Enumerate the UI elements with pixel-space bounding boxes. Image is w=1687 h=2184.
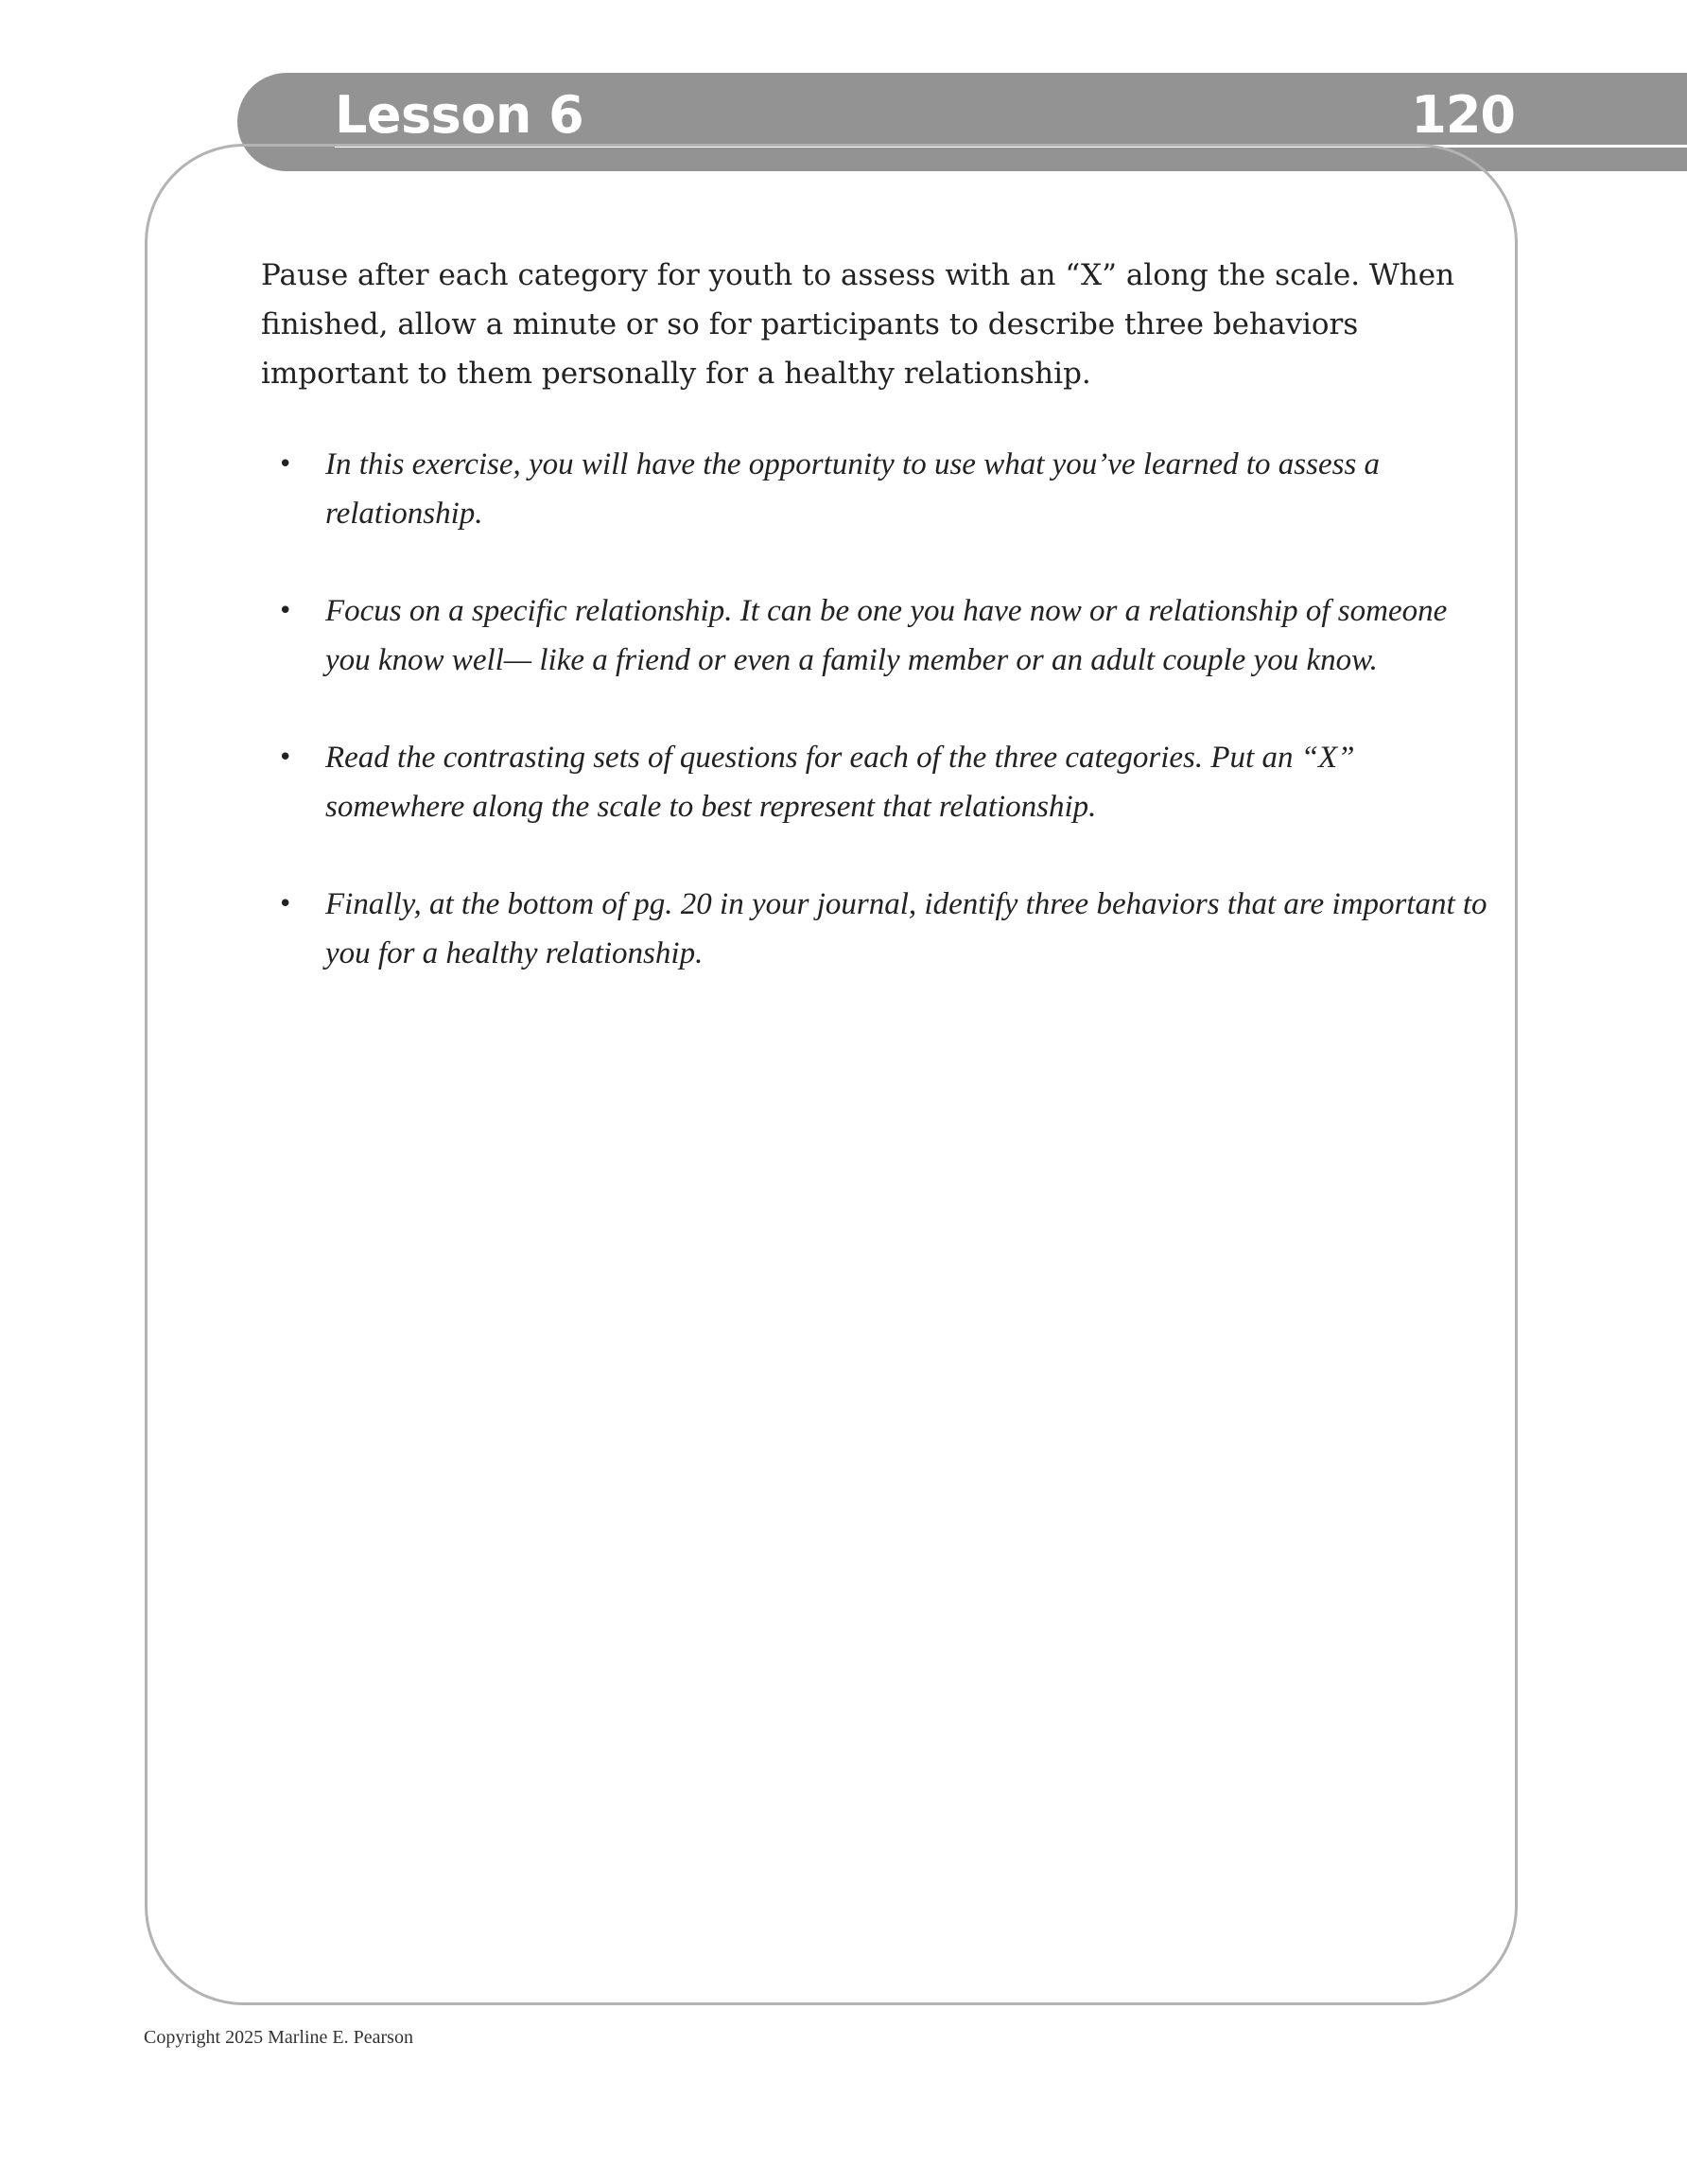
list-item-text: Read the contrasting sets of questions for each of the three categories. Put an “X” somewhere along the scale to best represent that relationship. xyxy=(325,741,1355,824)
intro-paragraph: Pause after each category for youth to assess with an “X” along the scale. When finished, allow a minute or so for participants to describe three behaviors important to them personally for a healthy relationship. xyxy=(261,258,1455,391)
bullet-icon: • xyxy=(278,450,293,479)
instruction-list xyxy=(261,440,1490,1026)
copyright-notice: Copyright 2025 Marline E. Pearson xyxy=(144,2027,413,2048)
list-item xyxy=(261,733,1490,831)
page-number: 120 xyxy=(1411,85,1515,145)
list-item-text: Finally, at the bottom of pg. 20 in your journal, identify three behaviors that are important to you for a healthy relationship. xyxy=(325,887,1487,970)
list-item-text: Focus on a specific relationship. It can be one you have now or a relationship of someone you know well— like a friend or even a family member or an adult couple you know. xyxy=(325,594,1448,677)
lesson-title: Lesson 6 xyxy=(335,85,584,145)
bullet-icon: • xyxy=(278,890,293,918)
list-item xyxy=(261,880,1490,978)
list-item-text: In this exercise, you will have the opportunity to use what you’ve learned to assess a relationship. xyxy=(325,447,1381,531)
content-frame xyxy=(145,144,1518,2005)
bullet-icon: • xyxy=(278,743,293,772)
bullet-icon: • xyxy=(278,597,293,625)
list-item xyxy=(261,440,1490,538)
list-item xyxy=(261,586,1490,685)
